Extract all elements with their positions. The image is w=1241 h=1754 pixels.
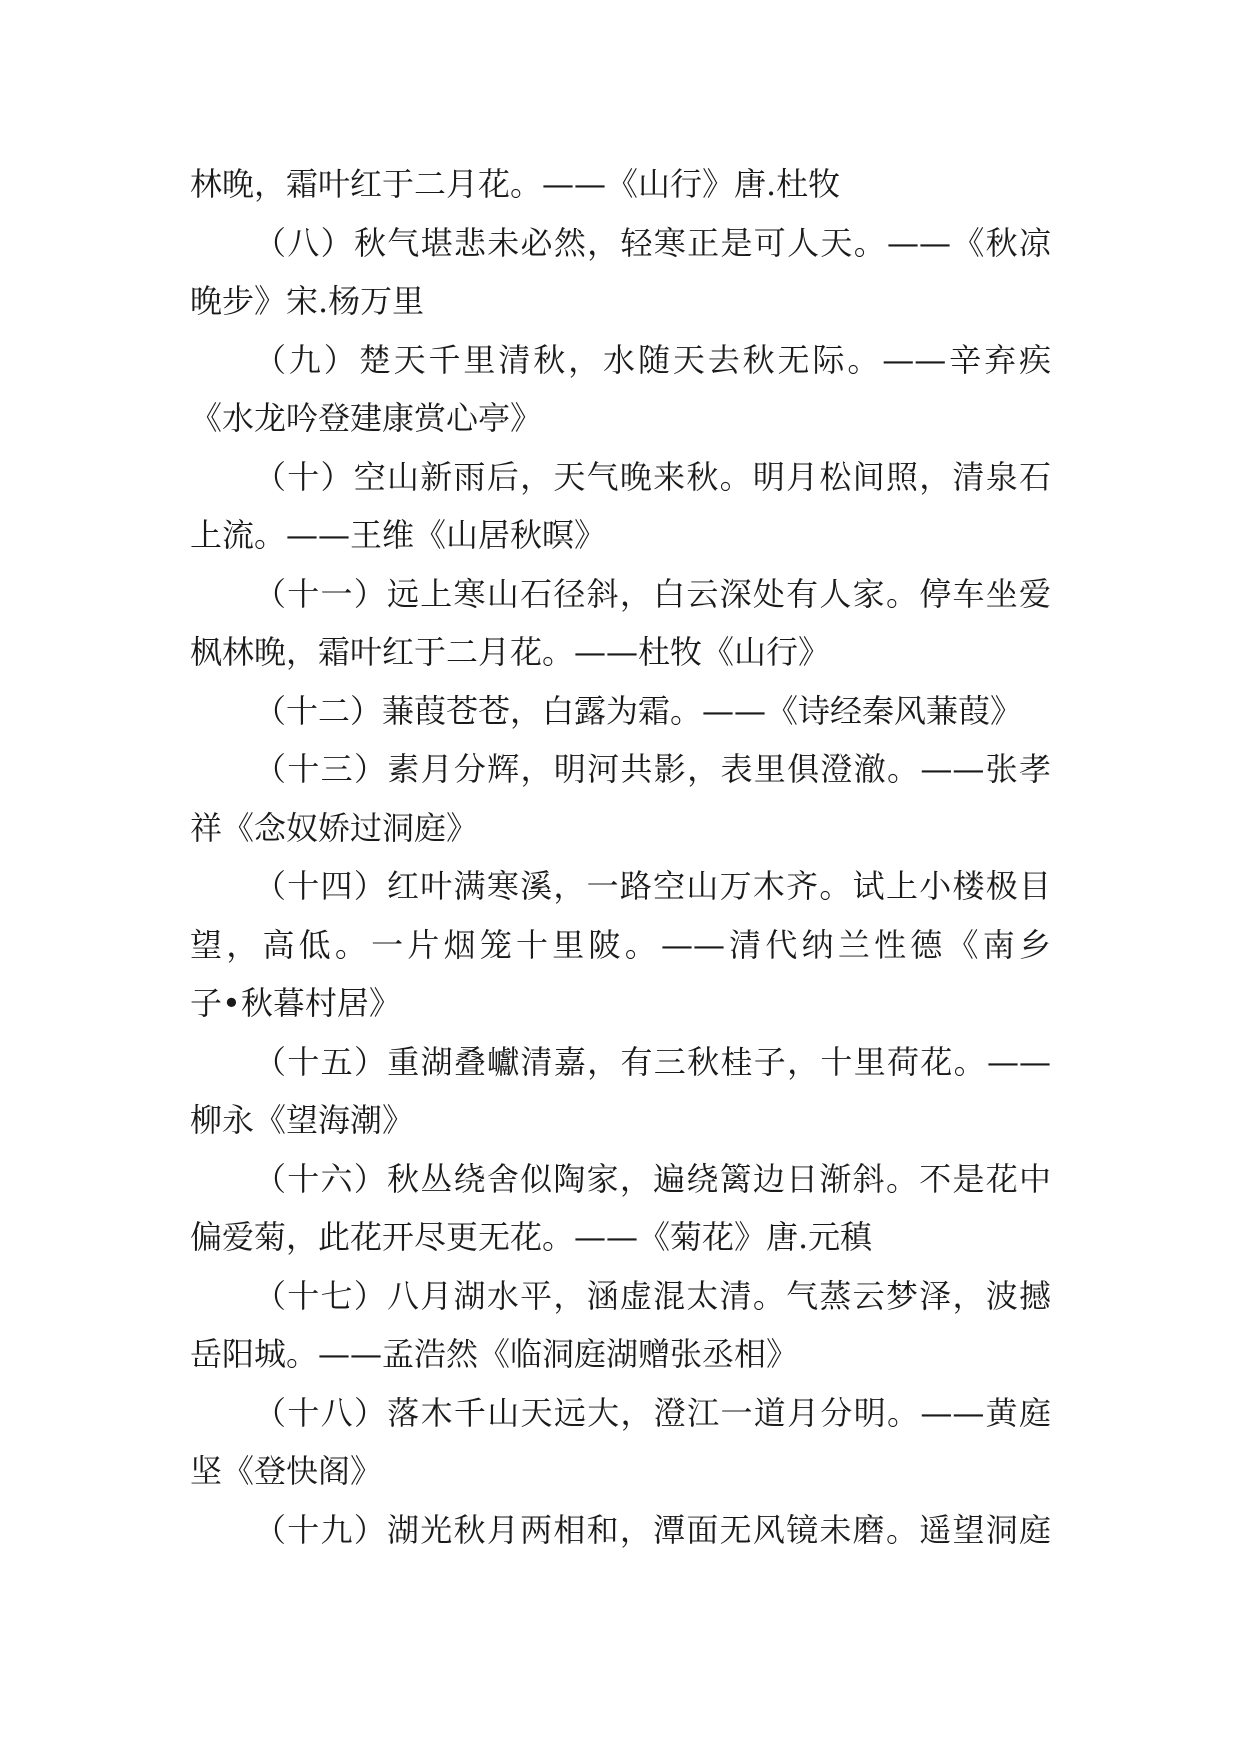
text-line: （十八）落木千山天远大，澄江一道月分明。——黄庭 <box>254 1393 1051 1432</box>
text-line: （八）秋气堪悲未必然，轻寒正是可人天。——《秋凉 <box>254 223 1051 262</box>
text-line: 偏爱菊，此花开尽更无花。——《菊花》唐.元稹 <box>190 1218 873 1256</box>
text-line: （十五）重湖叠巘清嘉，有三秋桂子，十里荷花。—— <box>254 1042 1051 1081</box>
text-line: （十一）远上寒山石径斜，白云深处有人家。停车坐爱 <box>254 574 1051 613</box>
text-line: 上流。——王维《山居秋暝》 <box>190 516 607 554</box>
text-line: 子•秋暮村居》 <box>190 984 401 1022</box>
text-line: 柳永《望海潮》 <box>190 1101 415 1139</box>
text-line: （十六）秋丛绕舍似陶家，遍绕篱边日渐斜。不是花中 <box>254 1159 1051 1198</box>
text-line: （十三）素月分辉，明河共影，表里俱澄澈。——张孝 <box>254 750 1051 788</box>
text-line: 林晚，霜叶红于二月花。——《山行》唐.杜牧 <box>190 165 841 203</box>
text-line: 祥《念奴娇过洞庭》 <box>190 808 479 847</box>
text-line: 望，高低。一片烟笼十里陂。——清代纳兰性德《南乡 <box>190 925 1051 964</box>
text-line: 坚《登快阁》 <box>190 1452 383 1490</box>
text-line: （九）楚天千里清秋，水随天去秋无际。——辛弃疾 <box>254 340 1051 379</box>
text-line: （十）空山新雨后，天气晚来秋。明月松间照，清泉石 <box>254 457 1051 496</box>
text-line: （十七）八月湖水平，涵虚混太清。气蒸云梦泽，波撼 <box>254 1276 1051 1315</box>
text-line: （十二）蒹葭苍苍，白露为霜。——《诗经秦风蒹葭》 <box>254 691 1023 730</box>
text-line: 枫林晚，霜叶红于二月花。——杜牧《山行》 <box>190 633 831 671</box>
text-line: （十四）红叶满寒溪，一路空山万木齐。试上小楼极目 <box>254 867 1051 905</box>
text-line: （十九）湖光秋月两相和，潭面无风镜未磨。遥望洞庭 <box>254 1510 1051 1549</box>
document-body <box>190 155 1051 1559</box>
text-line: 晚步》宋.杨万里 <box>190 282 425 320</box>
text-line: 《水龙吟登建康赏心亭》 <box>190 399 543 437</box>
text-line: 岳阳城。——孟浩然《临洞庭湖赠张丞相》 <box>190 1335 799 1373</box>
